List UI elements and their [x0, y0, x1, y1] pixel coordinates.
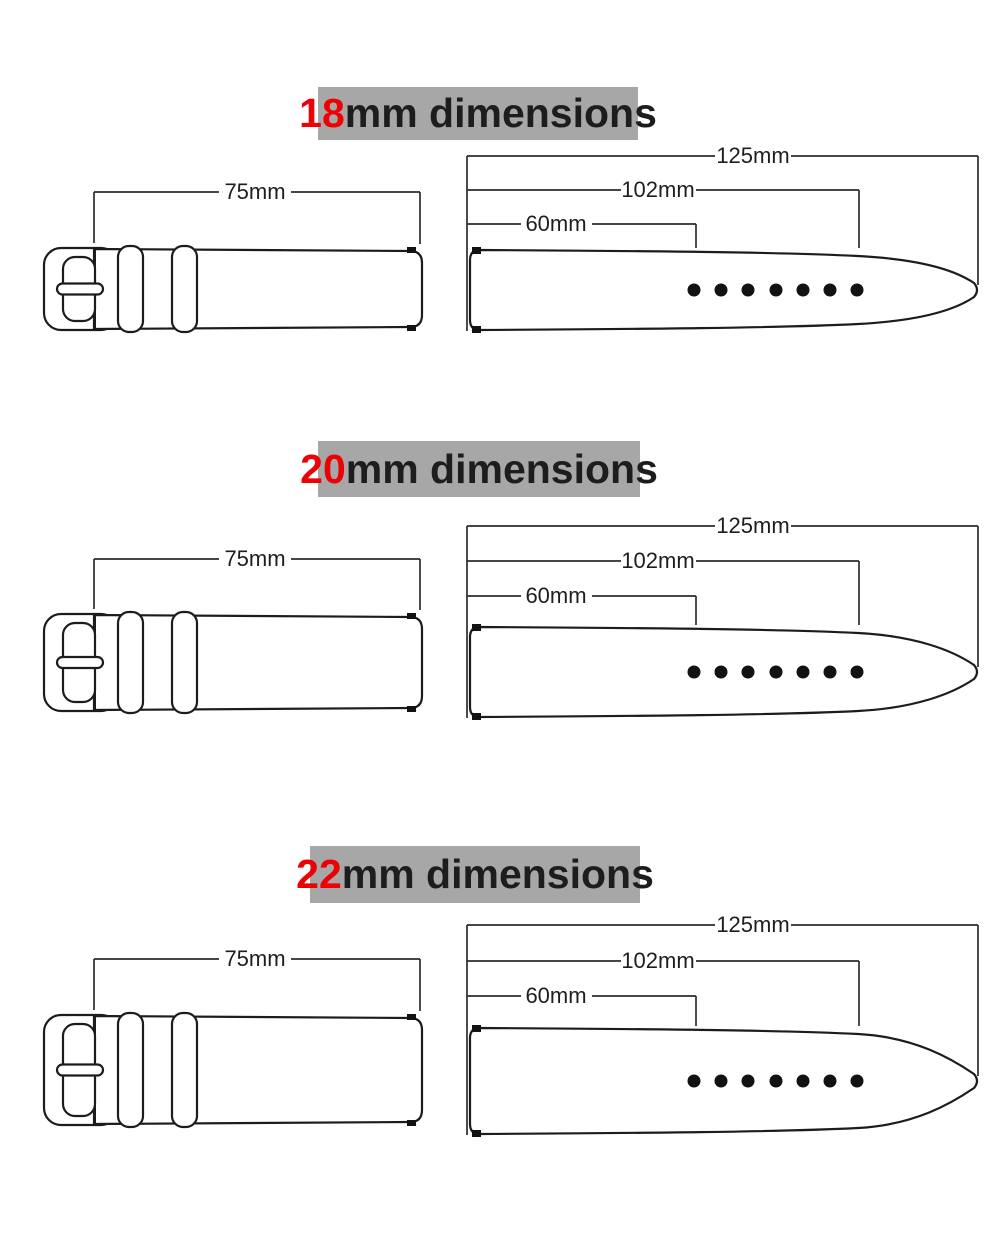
strap-hole-2-22mm: [715, 1075, 728, 1088]
dimension-label-60mm-20mm: 60mm: [525, 583, 587, 608]
strap-hole-3-22mm: [742, 1075, 755, 1088]
strap-hole-6-18mm: [824, 284, 837, 297]
dimension-label-102mm-18mm: 102mm: [621, 177, 695, 202]
size-number-18: 18: [299, 90, 345, 136]
strap-hole-6-22mm: [824, 1075, 837, 1088]
tail-spring-bar-tip-bottom-20mm: [472, 713, 481, 720]
keeper-loop-1-22mm: [118, 1013, 143, 1127]
spring-bar-tip-top-20mm: [407, 613, 416, 619]
spring-bar-tip-top-22mm: [407, 1014, 416, 1020]
keeper-loop-1-18mm: [118, 246, 143, 332]
strap-hole-7-20mm: [851, 666, 864, 679]
title-suffix-22: mm dimensions: [341, 851, 654, 897]
dimension-label-102mm-20mm: 102mm: [621, 548, 695, 573]
dimension-label-75mm-20mm: 75mm: [224, 546, 286, 571]
tail-spring-bar-tip-top-20mm: [472, 624, 481, 631]
strap-hole-3-18mm: [742, 284, 755, 297]
spring-bar-tip-bottom-20mm: [407, 706, 416, 712]
spring-bar-tip-bottom-22mm: [407, 1120, 416, 1126]
dimension-label-102mm-22mm: 102mm: [621, 948, 695, 973]
dimension-label-60mm-18mm: 60mm: [525, 211, 587, 236]
strap-hole-1-22mm: [688, 1075, 701, 1088]
strap-hole-4-22mm: [770, 1075, 783, 1088]
strap-hole-1-20mm: [688, 666, 701, 679]
strap-hole-1-18mm: [688, 284, 701, 297]
dimension-label-125mm-18mm: 125mm: [716, 143, 790, 168]
keeper-loop-2-20mm: [172, 612, 197, 713]
strap-hole-2-18mm: [715, 284, 728, 297]
size-number-20: 20: [300, 445, 346, 492]
strap-hole-5-22mm: [797, 1075, 810, 1088]
dimension-label-125mm-22mm: 125mm: [716, 912, 790, 937]
strap-hole-4-18mm: [770, 284, 783, 297]
buckle-prong-18mm: [57, 284, 103, 295]
dimension-label-125mm-20mm: 125mm: [716, 513, 790, 538]
strap-hole-6-20mm: [824, 666, 837, 679]
strap-hole-4-20mm: [770, 666, 783, 679]
dimension-label-75mm-22mm: 75mm: [224, 946, 286, 971]
tail-spring-bar-tip-bottom-22mm: [472, 1130, 481, 1137]
spring-bar-tip-top-18mm: [407, 247, 416, 253]
strap-hole-7-18mm: [851, 284, 864, 297]
strap-hole-5-20mm: [797, 666, 810, 679]
dimension-label-60mm-22mm: 60mm: [525, 983, 587, 1008]
strap-hole-2-20mm: [715, 666, 728, 679]
keeper-loop-1-20mm: [118, 612, 143, 713]
dimension-label-75mm-18mm: 75mm: [224, 179, 286, 204]
strap-hole-7-22mm: [851, 1075, 864, 1088]
spring-bar-tip-bottom-18mm: [407, 325, 416, 331]
title-suffix-20: mm dimensions: [345, 445, 658, 492]
buckle-prong-22mm: [57, 1065, 103, 1076]
strap-hole-5-18mm: [797, 284, 810, 297]
title-suffix-18: mm dimensions: [344, 90, 657, 136]
tail-spring-bar-tip-top-22mm: [472, 1025, 481, 1032]
keeper-loop-2-18mm: [172, 246, 197, 332]
tail-spring-bar-tip-top-18mm: [472, 247, 481, 254]
tail-spring-bar-tip-bottom-18mm: [472, 326, 481, 333]
buckle-prong-20mm: [57, 657, 103, 668]
size-number-22: 22: [296, 851, 342, 897]
strap-hole-3-20mm: [742, 666, 755, 679]
keeper-loop-2-22mm: [172, 1013, 197, 1127]
